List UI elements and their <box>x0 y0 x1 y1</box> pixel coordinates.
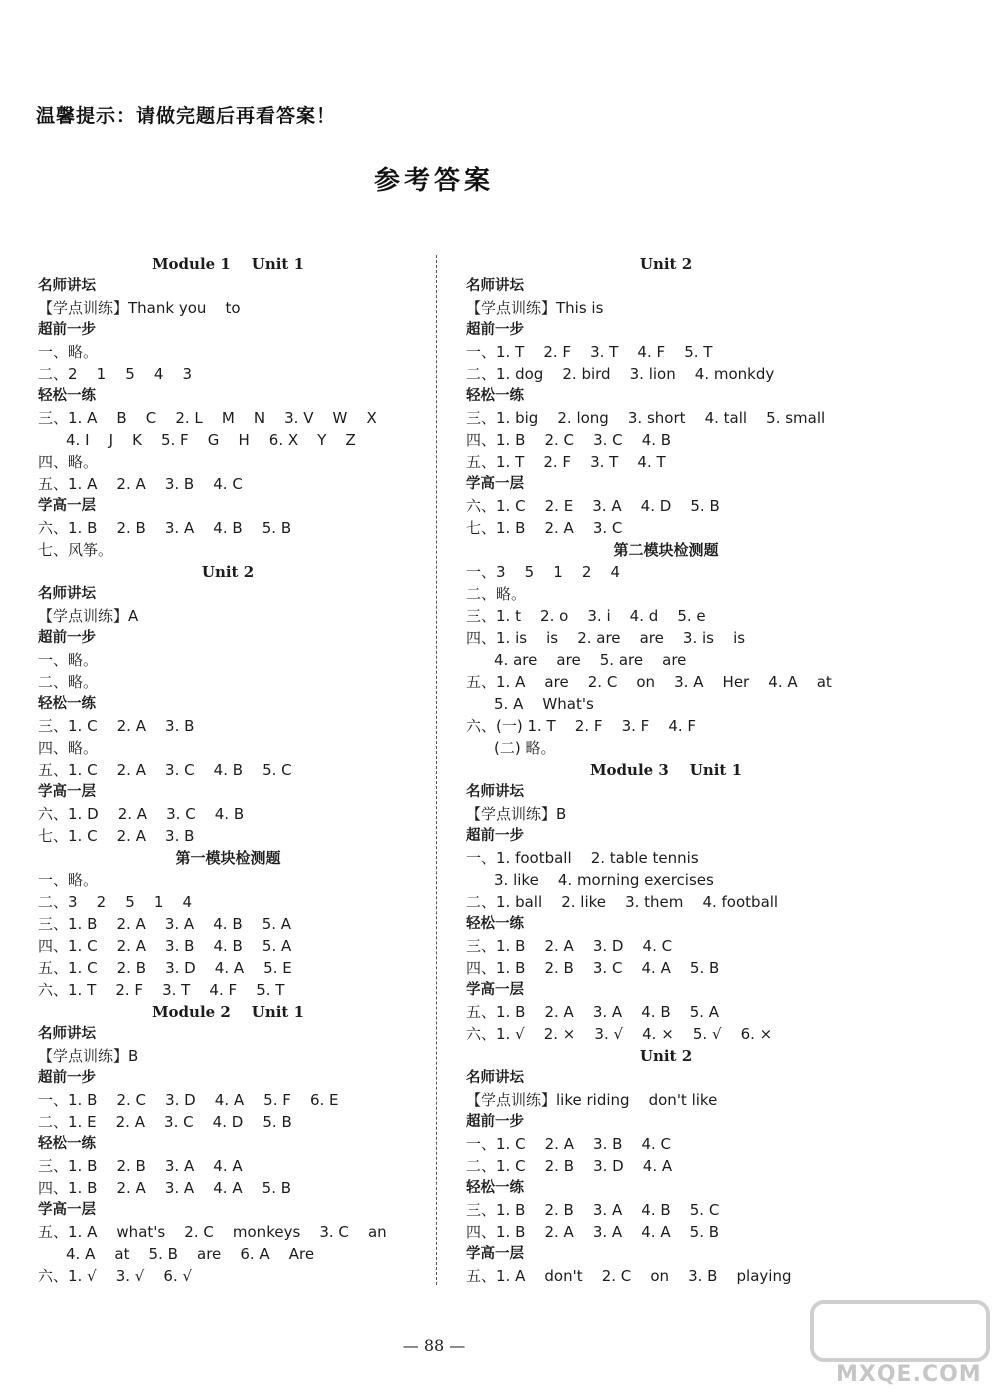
subsection-label: 超前一步 <box>38 630 96 646</box>
answer-line: 【学点训练】This is <box>466 299 604 317</box>
answer-line: 五、1. A don't 2. C on 3. B playing <box>466 1267 792 1285</box>
answer-line: 二、1. C 2. B 3. D 4. A <box>466 1157 673 1175</box>
answer-line: 六、1. √ 3. √ 6. √ <box>38 1267 193 1285</box>
answer-line: 三、1. B 2. B 3. A 4. B 5. C <box>466 1201 720 1219</box>
answer-line: 一、1. T 2. F 3. T 4. F 5. T <box>466 343 713 361</box>
answer-line: 一、略。 <box>38 871 99 889</box>
subsection-label: 轻松一练 <box>466 916 524 932</box>
answer-column-right <box>466 253 866 1287</box>
answer-line: 四、1. B 2. A 3. A 4. A 5. B <box>38 1179 292 1197</box>
answer-line: 四、1. B 2. C 3. C 4. B <box>466 431 672 449</box>
answer-line: 六、1. C 2. E 3. A 4. D 5. B <box>466 497 720 515</box>
page-number: — 88 — <box>402 1336 466 1355</box>
answer-line: 六、1. √ 2. × 3. √ 4. × 5. √ 6. × <box>466 1025 773 1043</box>
answer-line: 一、略。 <box>38 651 99 669</box>
subsection-label: 学高一层 <box>38 1202 96 1218</box>
answer-line: 六、1. T 2. F 3. T 4. F 5. T <box>38 981 285 999</box>
subsection-label: 轻松一练 <box>466 388 524 404</box>
subsection-label: 名师讲坛 <box>466 1070 524 1086</box>
answer-line: 【学点训练】B <box>38 1047 139 1065</box>
answer-line: 七、1. B 2. A 3. C <box>466 519 623 537</box>
answer-line: 一、1. football 2. table tennis <box>466 849 699 867</box>
answer-line: 二、1. E 2. A 3. C 4. D 5. B <box>38 1113 292 1131</box>
subsection-label: 超前一步 <box>38 322 96 338</box>
subsection-label: 轻松一练 <box>38 696 96 712</box>
answer-line: 六、1. B 2. B 3. A 4. B 5. B <box>38 519 292 537</box>
answer-line: 5. A What's <box>494 695 594 713</box>
section-heading: Unit 2 <box>639 1047 693 1065</box>
answer-line: 三、1. B 2. A 3. A 4. B 5. A <box>38 915 292 933</box>
answer-line: 一、3 5 1 2 4 <box>466 563 621 581</box>
section-heading: 第一模块检测题 <box>175 849 281 867</box>
section-heading: 第二模块检测题 <box>613 541 719 559</box>
answer-column-left <box>38 253 418 1287</box>
answer-line: 【学点训练】A <box>38 607 139 625</box>
answer-line: (二) 略。 <box>494 739 556 757</box>
subsection-label: 轻松一练 <box>466 1180 524 1196</box>
answer-line: 一、略。 <box>38 343 99 361</box>
section-heading: Unit 2 <box>201 563 255 581</box>
subsection-label: 名师讲坛 <box>38 278 96 294</box>
subsection-label: 学高一层 <box>466 1246 524 1262</box>
watermark-logo-icon <box>810 1300 990 1362</box>
subsection-label: 超前一步 <box>466 1114 524 1130</box>
answer-line: 三、1. big 2. long 3. short 4. tall 5. small <box>466 409 826 427</box>
answer-line: 五、1. A what's 2. C monkeys 3. C an <box>38 1223 387 1241</box>
answer-line: 4. A at 5. B are 6. A Are <box>66 1245 315 1263</box>
answer-line: 四、1. B 2. B 3. C 4. A 5. B <box>466 959 720 977</box>
answer-line: 二、3 2 5 1 4 <box>38 893 193 911</box>
answer-line: 三、1. A B C 2. L M N 3. V W X <box>38 409 377 427</box>
answer-line: 二、1. ball 2. like 3. them 4. football <box>466 893 779 911</box>
answer-line: 三、1. B 2. B 3. A 4. A <box>38 1157 243 1175</box>
answer-line: 二、略。 <box>38 673 99 691</box>
answer-line: 四、略。 <box>38 739 99 757</box>
answer-line: 3. like 4. morning exercises <box>494 871 714 889</box>
answer-line: 【学点训练】B <box>466 805 567 823</box>
subsection-label: 超前一步 <box>466 322 524 338</box>
subsection-label: 名师讲坛 <box>38 586 96 602</box>
subsection-label: 轻松一练 <box>38 1136 96 1152</box>
answer-line: 五、1. C 2. B 3. D 4. A 5. E <box>38 959 292 977</box>
section-heading: Module 3 Unit 1 <box>589 761 743 779</box>
section-heading: Module 2 Unit 1 <box>151 1003 305 1021</box>
subsection-label: 学高一层 <box>466 982 524 998</box>
watermark <box>810 1300 990 1390</box>
answer-line: 三、1. C 2. A 3. B <box>38 717 195 735</box>
subsection-label: 超前一步 <box>38 1070 96 1086</box>
subsection-label: 学高一层 <box>466 476 524 492</box>
page-title: 参考答案 <box>373 166 494 196</box>
answer-line: 一、1. C 2. A 3. B 4. C <box>466 1135 672 1153</box>
answer-line: 四、1. C 2. A 3. B 4. B 5. A <box>38 937 292 955</box>
answer-line: 【学点训练】Thank you to <box>38 299 241 317</box>
answer-line: 一、1. B 2. C 3. D 4. A 5. F 6. E <box>38 1091 339 1109</box>
subsection-label: 超前一步 <box>466 828 524 844</box>
answer-line: 五、1. A 2. A 3. B 4. C <box>38 475 243 493</box>
subsection-label: 名师讲坛 <box>466 784 524 800</box>
answer-line: 五、1. B 2. A 3. A 4. B 5. A <box>466 1003 720 1021</box>
subsection-label: 学高一层 <box>38 498 96 514</box>
reminder-notice: 温馨提示：请做完题后再看答案！ <box>36 105 337 127</box>
section-heading: Unit 2 <box>639 255 693 273</box>
answer-line: 四、略。 <box>38 453 99 471</box>
answer-line: 四、1. is is 2. are are 3. is is <box>466 629 746 647</box>
subsection-label: 名师讲坛 <box>466 278 524 294</box>
answer-line: 【学点训练】like riding don't like <box>466 1091 718 1109</box>
answer-line: 五、1. T 2. F 3. T 4. T <box>466 453 666 471</box>
answer-line: 六、(一) 1. T 2. F 3. F 4. F <box>466 717 697 735</box>
answer-line: 二、略。 <box>466 585 527 603</box>
answer-line: 七、风筝。 <box>38 541 114 559</box>
section-heading: Module 1 Unit 1 <box>151 255 305 273</box>
answer-line: 五、1. C 2. A 3. C 4. B 5. C <box>38 761 292 779</box>
subsection-label: 名师讲坛 <box>38 1026 96 1042</box>
answer-line: 二、2 1 5 4 3 <box>38 365 193 383</box>
answer-line: 二、1. dog 2. bird 3. lion 4. monkdy <box>466 365 775 383</box>
answer-line: 七、1. C 2. A 3. B <box>38 827 195 845</box>
watermark-url: MXQE.COM <box>836 1362 982 1387</box>
answer-line: 五、1. A are 2. C on 3. A Her 4. A at <box>466 673 832 691</box>
answer-line: 六、1. D 2. A 3. C 4. B <box>38 805 245 823</box>
answer-line: 四、1. B 2. A 3. A 4. A 5. B <box>466 1223 720 1241</box>
answer-line: 三、1. B 2. A 3. D 4. C <box>466 937 673 955</box>
subsection-label: 轻松一练 <box>38 388 96 404</box>
answer-line: 4. are are 5. are are <box>494 651 687 669</box>
column-divider <box>436 255 437 1285</box>
answer-line: 4. I J K 5. F G H 6. X Y Z <box>66 431 356 449</box>
subsection-label: 学高一层 <box>38 784 96 800</box>
answer-line: 三、1. t 2. o 3. i 4. d 5. e <box>466 607 706 625</box>
